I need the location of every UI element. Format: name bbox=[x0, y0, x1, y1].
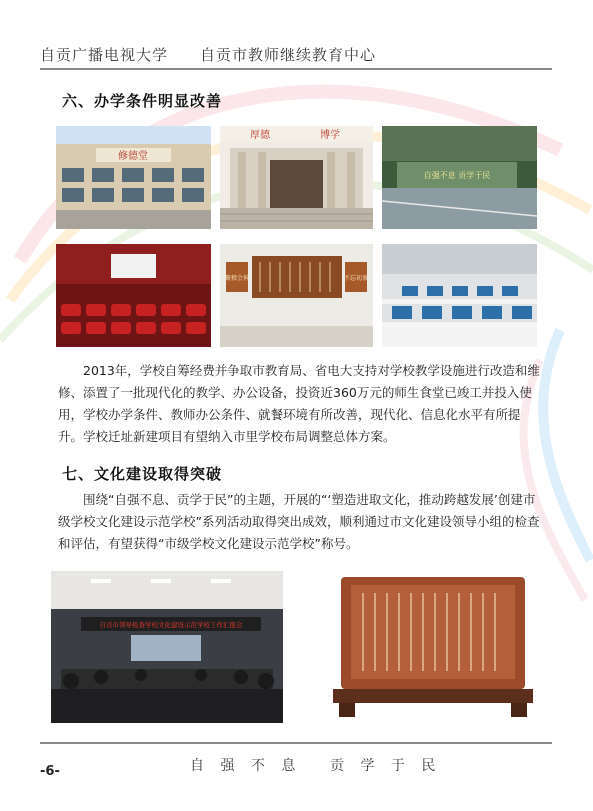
wall-slogan-text: 自强不息 贡学于民 bbox=[423, 171, 491, 180]
section-7-text: 围绕“自强不息、贡学于民”的主题，开展的“‘塑造进取文化，推动跨越发展’创建市级学校文化建设示范学校”系列活动取得突出成效，顺利通过市文化建设领导小组的检查和评估，有望获得“市级学校文化建设示范学校”称号。 bbox=[58, 492, 540, 551]
building-sign-text: 修德堂 bbox=[118, 151, 148, 162]
page-number: -6- bbox=[40, 764, 60, 779]
meeting-banner-text: 自贡市领导检查学校文化建设示范学校工作汇报会 bbox=[99, 621, 243, 629]
photo-xiude-hall bbox=[56, 126, 211, 229]
entrance-sign-right: 博学 bbox=[320, 130, 340, 141]
page-header bbox=[40, 44, 552, 65]
photo-computer-lab bbox=[382, 244, 537, 347]
header-rule bbox=[40, 68, 552, 70]
calligraphy-right-text: 不忘初衷 bbox=[343, 275, 369, 282]
calligraphy-left-text: 聚精会神 bbox=[224, 275, 250, 282]
footer-rule bbox=[40, 742, 552, 744]
header-center-name: 自贡市教师继续教育中心 bbox=[200, 46, 377, 64]
photo-meeting-room bbox=[51, 571, 283, 723]
section-7-paragraph bbox=[58, 489, 544, 555]
section-6-text: 2013年，学校自筹经费并争取市教育局、省电大支持对学校教学设施进行改造和维修、添置了一批现代化的教学、办公设备，投资近360万元的师生食堂已竣工并投入使用，学校办学条件、教师办公条件、就餐环境有所改善，现代化、信息化水平有所提升。学校迁址新建项目有望纳入市里学校布局调整总体方案。 bbox=[58, 363, 540, 444]
section-6-title: 六、办学条件明显改善 bbox=[62, 92, 223, 110]
header-school-name: 自贡广播电视大学 bbox=[40, 46, 169, 64]
photo-calligraphy-wall bbox=[220, 244, 373, 347]
photo-campus-wall bbox=[382, 126, 537, 229]
entrance-sign-left: 厚德 bbox=[250, 130, 270, 141]
footer-motto-2: 贡 学 于 民 bbox=[330, 758, 442, 774]
section-6-paragraph bbox=[58, 360, 544, 448]
footer-motto-1: 自 强 不 息 bbox=[190, 758, 302, 774]
photo-carved-wooden-screen bbox=[321, 571, 545, 723]
photo-school-entrance bbox=[220, 126, 373, 229]
photo-auditorium bbox=[56, 244, 211, 347]
section-7-title: 七、文化建设取得突破 bbox=[62, 465, 223, 483]
